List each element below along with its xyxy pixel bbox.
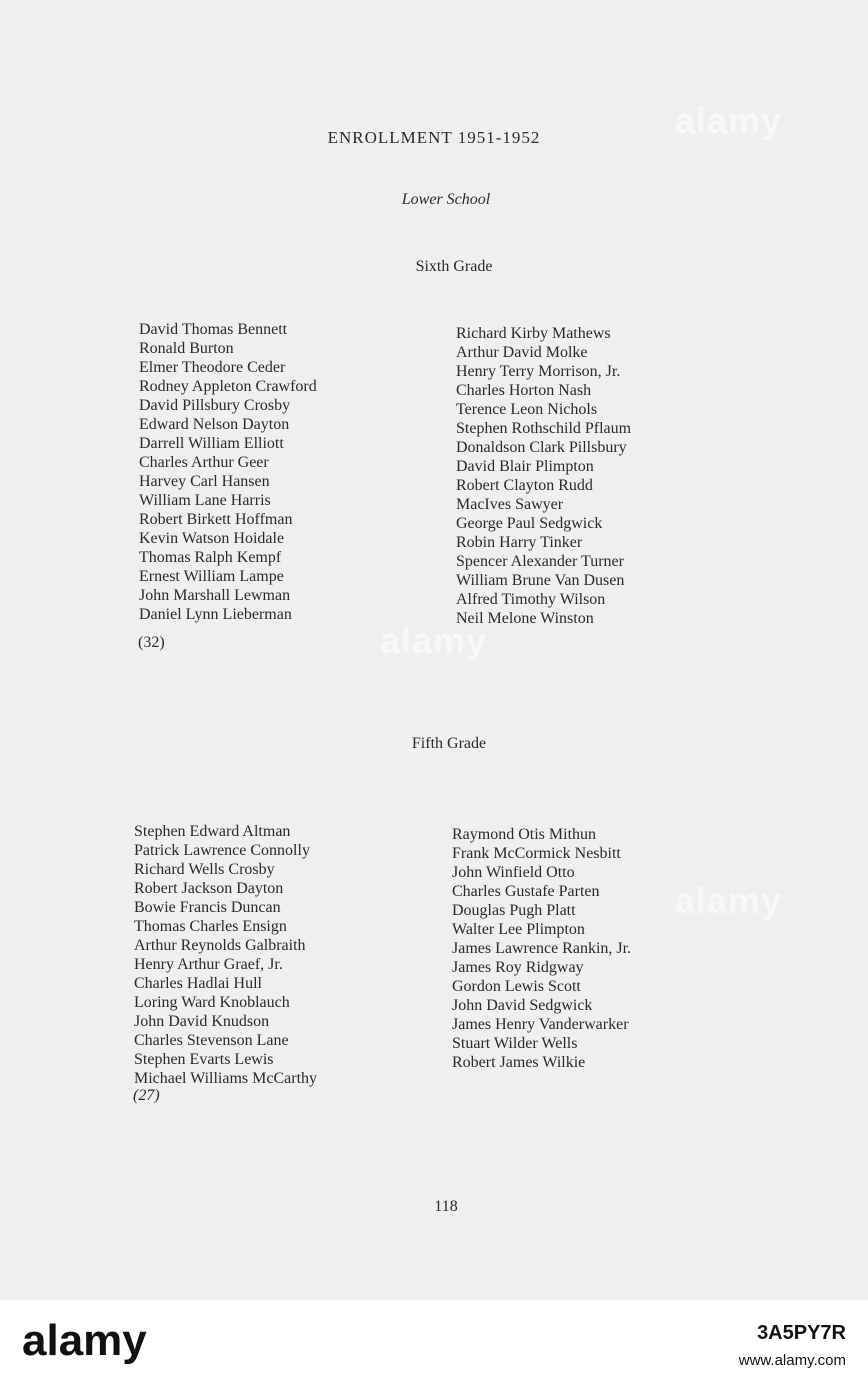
student-name: Bowie Francis Duncan: [134, 899, 281, 916]
student-name: Stephen Edward Altman: [134, 823, 291, 840]
student-name: Stuart Wilder Wells: [452, 1035, 578, 1052]
student-name: George Paul Sedgwick: [456, 515, 603, 532]
student-name: James Roy Ridgway: [452, 959, 584, 976]
student-name: David Thomas Bennett: [139, 321, 288, 338]
student-name: Charles Arthur Geer: [139, 454, 269, 471]
student-name: John Marshall Lewman: [139, 587, 291, 604]
student-name: Gordon Lewis Scott: [452, 978, 581, 995]
student-name: MacIves Sawyer: [456, 496, 564, 513]
watermark: alamy: [675, 880, 783, 921]
student-name: David Blair Plimpton: [456, 458, 594, 475]
student-name: Kevin Watson Hoidale: [139, 530, 285, 547]
sixth-grade-count: (32): [138, 634, 165, 651]
student-name: James Lawrence Rankin, Jr.: [452, 940, 632, 957]
student-name: Ronald Burton: [139, 340, 234, 357]
sixth-grade-heading: Sixth Grade: [415, 258, 493, 275]
student-name: Spencer Alexander Turner: [456, 553, 624, 570]
student-name: Robert Jackson Dayton: [134, 880, 284, 897]
student-name: Richard Kirby Mathews: [456, 325, 611, 342]
student-name: Charles Stevenson Lane: [134, 1032, 289, 1049]
student-name: Michael Williams McCarthy: [134, 1070, 318, 1087]
student-name: Arthur David Molke: [456, 344, 588, 361]
footer-url: www.alamy.com: [738, 1352, 846, 1369]
student-name: Thomas Ralph Kempf: [139, 549, 282, 566]
fifth-grade-count: (27): [133, 1087, 160, 1104]
student-name: Charles Hadlai Hull: [134, 975, 262, 992]
student-name: Charles Horton Nash: [456, 382, 592, 399]
student-name: Alfred Timothy Wilson: [456, 591, 606, 608]
fifth-grade-left-list: [134, 822, 317, 1088]
student-name: Stephen Rothschild Pflaum: [456, 420, 632, 437]
student-name: Neil Melone Winston: [456, 610, 594, 627]
watermark-footer: [0, 1300, 868, 1390]
student-name: Daniel Lynn Lieberman: [139, 606, 292, 623]
image-id: 3A5PY7R: [757, 1322, 846, 1344]
watermark: alamy: [675, 100, 783, 141]
student-name: John David Knudson: [134, 1013, 270, 1030]
student-name: Harvey Carl Hansen: [139, 473, 270, 490]
watermark: alamy: [380, 620, 488, 661]
student-name: Charles Gustafe Parten: [452, 883, 600, 900]
student-name: Henry Arthur Graef, Jr.: [134, 956, 283, 973]
sixth-grade-left-list: [139, 320, 317, 624]
page-number: 118: [434, 1198, 458, 1215]
student-name: Donaldson Clark Pillsbury: [456, 439, 627, 456]
student-name: Robert James Wilkie: [452, 1054, 586, 1071]
student-name: Terence Leon Nichols: [456, 401, 598, 418]
student-name: William Brune Van Dusen: [456, 572, 625, 589]
student-name: Thomas Charles Ensign: [134, 918, 287, 935]
student-name: Edward Nelson Dayton: [139, 416, 290, 433]
student-name: Robert Clayton Rudd: [456, 477, 593, 494]
student-name: John David Sedgwick: [452, 997, 593, 1014]
page-title: ENROLLMENT 1951-1952: [327, 128, 541, 147]
student-name: Robin Harry Tinker: [456, 534, 583, 551]
student-name: Henry Terry Morrison, Jr.: [456, 363, 621, 380]
student-name: Arthur Reynolds Galbraith: [134, 937, 306, 954]
sixth-grade-right-list: [456, 324, 631, 628]
student-name: Elmer Theodore Ceder: [139, 359, 286, 376]
student-name: Frank McCormick Nesbitt: [452, 845, 621, 862]
student-name: James Henry Vanderwarker: [452, 1016, 629, 1033]
student-name: Douglas Pugh Platt: [452, 902, 576, 919]
student-name: Richard Wells Crosby: [134, 861, 275, 878]
student-name: Darrell William Elliott: [139, 435, 284, 452]
alamy-logo: alamy: [22, 1316, 147, 1365]
section-heading: Lower School: [401, 191, 491, 208]
student-name: Loring Ward Knoblauch: [134, 994, 290, 1011]
student-name: Raymond Otis Mithun: [452, 826, 597, 843]
student-name: David Pillsbury Crosby: [139, 397, 291, 414]
student-name: Ernest William Lampe: [139, 568, 284, 585]
student-name: John Winfield Otto: [452, 864, 575, 881]
student-name: Walter Lee Plimpton: [452, 921, 585, 938]
student-name: Robert Birkett Hoffman: [139, 511, 293, 528]
student-name: Patrick Lawrence Connolly: [134, 842, 310, 859]
student-name: Rodney Appleton Crawford: [139, 378, 317, 395]
fifth-grade-heading: Fifth Grade: [411, 735, 487, 752]
student-name: William Lane Harris: [139, 492, 271, 509]
fifth-grade-right-list: [452, 825, 631, 1072]
student-name: Stephen Evarts Lewis: [134, 1051, 274, 1068]
